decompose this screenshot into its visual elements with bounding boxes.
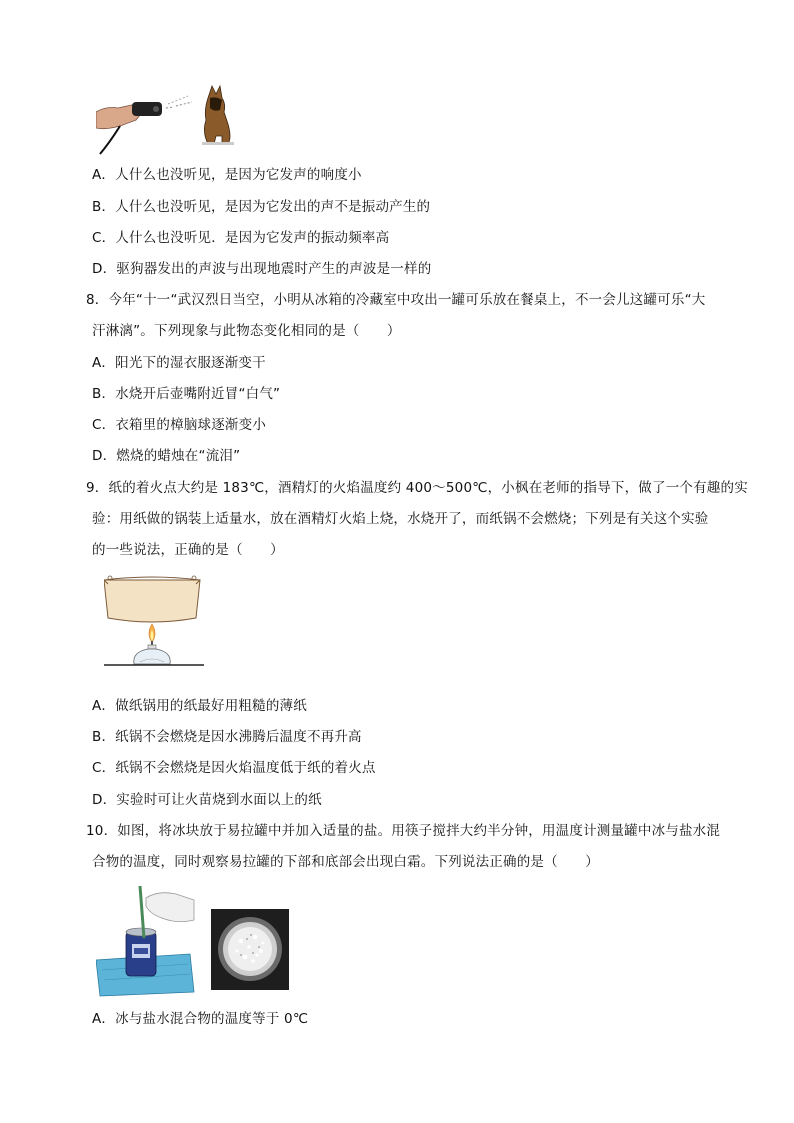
q8-stem-line-1: 8．今年“十一“武汉烈日当空，小明从冰箱的冷藏室中攻出一罐可乐放在餐桌上，不一会儿这罐可乐“大 <box>86 292 706 308</box>
q7-option-b: B．人什么也没听见，是因为它发出的声不是振动产生的 <box>92 199 431 215</box>
can-stirring-figure <box>96 880 196 998</box>
q7-option-c: C．人什么也没听见．是因为它发声的振动频率高 <box>92 230 390 246</box>
q9-option-d: D．实验时可让火苗烧到水面以上的纸 <box>92 792 322 808</box>
q8-option-a: A．阳光下的湿衣服逐渐变干 <box>92 355 266 371</box>
q9-option-a: A．做纸锅用的纸最好用粗糙的薄纸 <box>92 698 307 714</box>
q10-stem-line-1: 10．如图，将冰块放于易拉罐中并加入适量的盐。用筷子搅拌大约半分钟，用温度计测量罐中冰与盐水混 <box>86 823 721 839</box>
q9-stem-line-3: 的一些说法，正确的是（ ） <box>92 542 284 558</box>
q9-option-b: B．纸锅不会燃烧是因水沸腾后温度不再升高 <box>92 729 362 745</box>
q8-option-b: B．水烧开后壶嘴附近冒“白气” <box>92 386 281 402</box>
frost-bottom-figure <box>211 909 289 990</box>
q7-option-a: A．人什么也没听见，是因为它发声的响度小 <box>92 167 362 183</box>
q9-stem-line-2: 验：用纸做的锅装上适量水，放在酒精灯火焰上烧，水烧开了，而纸锅不会燃烧；下列是有关这个实验 <box>92 511 709 527</box>
q8-option-d: D．燃烧的蜡烛在“流泪” <box>92 448 241 464</box>
paper-pot-figure <box>104 572 204 672</box>
q8-option-c: C．衣箱里的樟脑球逐渐变小 <box>92 417 267 433</box>
dog-repeller-figure <box>96 80 236 160</box>
q10-option-a: A．冰与盐水混合物的温度等于 0℃ <box>92 1011 309 1027</box>
q9-stem-line-1: 9．纸的着火点大约是 183℃，酒精灯的火焰温度约 400～500℃，小枫在老师的指导下，做了一个有趣的实 <box>86 480 748 496</box>
q9-option-c: C．纸锅不会燃烧是因火焰温度低于纸的着火点 <box>92 760 376 776</box>
q10-stem-line-2: 合物的温度，同时观察易拉罐的下部和底部会出现白霜。下列说法正确的是（ ） <box>92 854 599 870</box>
q8-stem-line-2: 汗淋漓”。下列现象与此物态变化相同的是（ ） <box>92 323 401 339</box>
q7-option-d: D．驱狗器发出的声波与出现地震时产生的声波是一样的 <box>92 261 432 277</box>
